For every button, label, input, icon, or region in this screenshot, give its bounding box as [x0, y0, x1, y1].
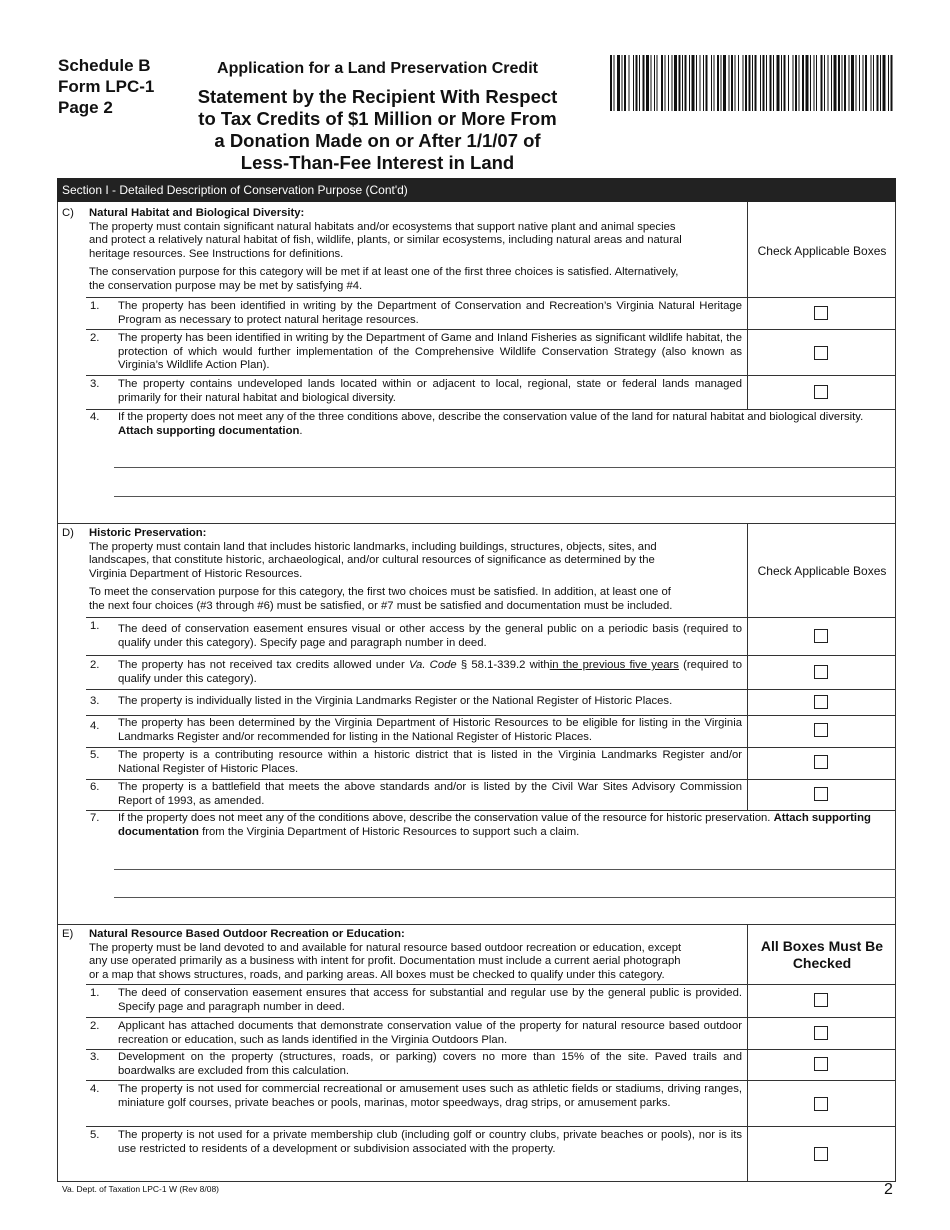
section-d-item-4: The property has been determined by the Virginia Department of Historic Resources to be eligible for listing in the Virginia Landmarks Register and/or recommended for listing in the National Register of Historic Places. — [118, 717, 742, 743]
page-label: Page 2 — [58, 98, 113, 117]
item-number: 2. — [90, 659, 100, 671]
write-line[interactable] — [114, 496, 896, 497]
check-applicable-label: Check Applicable Boxes — [757, 564, 887, 578]
item-number: 7. — [90, 812, 100, 824]
item-number: 1. — [90, 987, 100, 999]
section-c-item-4: If the property does not meet any of the three conditions above, describe the conservation value of the land for natural habitat and biological diversity. Attach supporting documentation. — [118, 411, 864, 437]
intro-line: Virginia Department of Historic Resources. — [89, 567, 303, 580]
section-c-item-2: The property has been identified in writing by the Department of Game and Inland Fisheries as significant wildlife habitat, the protection of which would further implementation of the Comprehensive Wildlife Conservation Strategy (also known as Virginia’s Wildlife Action Plan). — [118, 332, 742, 371]
section-d-checkbox-4[interactable] — [814, 723, 828, 737]
section-e-checkbox-5[interactable] — [814, 1147, 828, 1161]
section-d-item-5: The property is a contributing resource within a historic district that is listed in the Virginia Landmarks Register and/or National Register of Historic Places. — [118, 749, 742, 775]
section-d-item-7: If the property does not meet any of the conditions above, describe the conservation value of the resource for historic preservation. Attach supporting documentation from the Virginia Department of Historic Resources to support such a claim. — [118, 812, 871, 838]
section-c-intro — [89, 207, 744, 293]
rule-line: To meet the conservation purpose for this category, the first two choices must be satisfied. In addition, at least one of — [89, 586, 671, 598]
item-number: 2. — [90, 332, 100, 344]
section-c-checkbox-1[interactable] — [814, 306, 828, 320]
section-e-intro — [89, 928, 744, 982]
intro-line: landscapes, that constitute historic, archaeological, and/or cultural resources of significance as determined by the — [89, 554, 655, 566]
intro-line: The property must be land devoted to and available for natural resource based outdoor recreation or education, except — [89, 941, 682, 954]
all-boxes-label: All Boxes Must Be Checked — [760, 938, 884, 971]
section-e-checkbox-3[interactable] — [814, 1057, 828, 1071]
intro-line: or a map that shows structures, roads, and parking areas. All boxes must be checked to qualify under this category. — [89, 968, 665, 981]
section-e-item-5: The property is not used for a private membership club (including golf or country clubs, private beaches or pools), nor is its use restricted to residents of a development or subdivision associated with the property. — [118, 1129, 742, 1155]
title-line: Less-Than-Fee Interest in Land — [240, 152, 515, 173]
section-c-checkbox-2[interactable] — [814, 346, 828, 360]
section-e-heading: Natural Resource Based Outdoor Recreation or Education: — [89, 928, 405, 940]
section-bar: Section I - Detailed Description of Conservation Purpose (Cont'd) — [57, 178, 896, 202]
check-applicable-label: Check Applicable Boxes — [757, 244, 887, 258]
item-number: 1. — [90, 300, 100, 312]
section-d-checkbox-5[interactable] — [814, 755, 828, 769]
section-c-letter: C) — [62, 207, 74, 219]
item-number: 5. — [90, 749, 100, 761]
section-c-checkbox-3[interactable] — [814, 385, 828, 399]
title-line: a Donation Made on or After 1/1/07 of — [214, 130, 541, 151]
section-d-item-6: The property is a battlefield that meets the above standards and/or is listed by the Civil War Sites Advisory Commission Report of 1993, as amended. — [118, 781, 742, 807]
item-number: 4. — [90, 720, 100, 732]
section-d-checkbox-6[interactable] — [814, 787, 828, 801]
item-number: 3. — [90, 1051, 100, 1063]
section-e-item-3: Development on the property (structures, roads, or parking) covers no more than 15% of the site. Paved trails and boardwalks are excluded from this calculation. — [118, 1051, 742, 1077]
section-e-letter: E) — [62, 928, 74, 940]
form-identifier — [58, 55, 154, 118]
item-number: 5. — [90, 1129, 100, 1141]
section-d-item-3: The property is individually listed in the Virginia Landmarks Register or the National Register of Historic Places. — [118, 695, 673, 707]
intro-line: The property must contain significant natural habitats and/or ecosystems that support native plant and animal species — [89, 220, 676, 233]
section-c-item-3: The property contains undeveloped lands located within or adjacent to local, regional, state or federal lands managed primarily for their natural habitat and biological diversity. — [118, 378, 742, 404]
section-d-checkbox-1[interactable] — [814, 629, 828, 643]
item-number: 4. — [90, 1083, 100, 1095]
form-subtitle: Application for a Land Preservation Credit — [217, 60, 538, 77]
rule-line: the next four choices (#3 through #6) must be satisfied, or #7 must be satisfied and documentation must be included. — [89, 599, 673, 612]
section-d-item-1: The deed of conservation easement ensures visual or other access by the general public on a periodic basis (required to qualify under this category). Specify page and paragraph number in deed. — [118, 623, 742, 649]
item-number: 4. — [90, 411, 100, 423]
section-e-item-1: The deed of conservation easement ensures that access for substantial and regular use by the general public is provided. Specify page and paragraph number in deed. — [118, 987, 742, 1013]
section-d-heading: Historic Preservation: — [89, 527, 207, 539]
item-number: 3. — [90, 695, 100, 707]
section-d-intro — [89, 527, 744, 613]
title-line: to Tax Credits of $1 Million or More From — [198, 108, 557, 129]
rule-line: The conservation purpose for this category will be met if at least one of the first three choices is satisfied. Alternatively, — [89, 266, 679, 278]
section-c-heading: Natural Habitat and Biological Diversity: — [89, 207, 305, 219]
schedule-label: Schedule B — [58, 56, 151, 75]
section-c-item-1: The property has been identified in writing by the Department of Conservation and Recreation’s Virginia Natural Heritage Program as necessary to protect natural heritage resources. — [118, 300, 742, 326]
intro-line: and protect a relatively natural habitat of fish, wildlife, plants, or similar ecosystems, including natural areas and natural — [89, 234, 682, 246]
section-d-checkbox-3[interactable] — [814, 695, 828, 709]
section-e-checkbox-2[interactable] — [814, 1026, 828, 1040]
form-label: Form LPC-1 — [58, 77, 155, 96]
title-line: Statement by the Recipient With Respect — [197, 86, 558, 107]
item-number: 6. — [90, 781, 100, 793]
divider — [747, 202, 748, 410]
write-line[interactable] — [114, 467, 896, 468]
item-number: 1. — [90, 620, 100, 632]
item-number: 3. — [90, 378, 100, 390]
item-number: 2. — [90, 1020, 100, 1032]
write-line[interactable] — [114, 869, 896, 870]
section-d-checkbox-2[interactable] — [814, 665, 828, 679]
write-line[interactable] — [114, 897, 896, 898]
section-d-letter: D) — [62, 527, 74, 539]
barcode-icon — [610, 55, 893, 111]
intro-line: The property must contain land that includes historic landmarks, including buildings, structures, objects, sites, and — [89, 540, 657, 553]
page-number: 2 — [884, 1181, 893, 1198]
intro-line: heritage resources. See Instructions for definitions. — [89, 247, 344, 260]
section-e-checkbox-4[interactable] — [814, 1097, 828, 1111]
section-e-item-2: Applicant has attached documents that demonstrate conservation value of the property for natural resource based outdoor recreation or education, such as lands identified in the Virginia Outdoors Plan. — [118, 1020, 742, 1046]
section-d-item-2: The property has not received tax credits allowed under Va. Code § 58.1-339.2 within the previous five years (required to qualify under this category). — [118, 659, 742, 685]
form-footer-id: Va. Dept. of Taxation LPC-1 W (Rev 8/08) — [62, 1184, 220, 1194]
section-e-checkbox-1[interactable] — [814, 993, 828, 1007]
section-e-item-4: The property is not used for commercial recreational or amusement uses such as athletic fields or stadiums, driving ranges, miniature golf courses, private beaches or pools, marinas, motor speedways, drag strips, or amusement parks. — [118, 1083, 742, 1109]
form-title — [180, 86, 575, 174]
intro-line: any use operated primarily as a business with intent for profit. Documentation must include a current aerial photograph — [89, 955, 681, 967]
rule-line: the conservation purpose may be met by satisfying #4. — [89, 279, 363, 292]
